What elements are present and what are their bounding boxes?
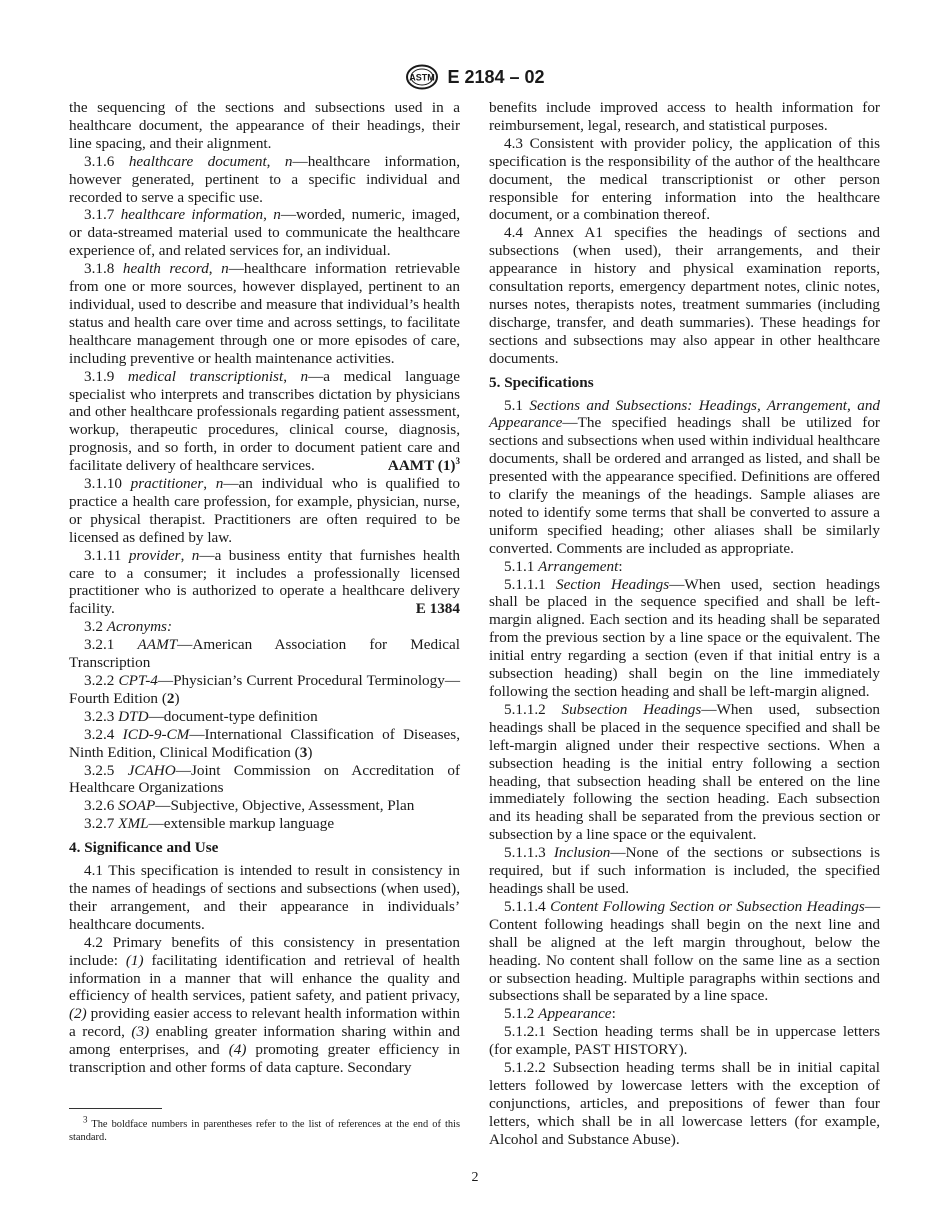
page-number: 2 bbox=[471, 1170, 479, 1185]
paragraph-4-2: 4.2 Primary benefits of this consistency in presentation include: (1) facilitating identification and retrieval of health information in a manner that will enhance the quality and efficiency of health services, patient safety, and patient privacy, (2) providing easier access to relevant health information within a record, (3) enabling greater information sharing within and among enterprises, and (4) promoting greater efficiency in transcription and other forms of data capture. Secondary bbox=[69, 933, 461, 1077]
reference-aamt: AAMT $(1)^3$ bbox=[387, 456, 460, 475]
paragraph-4-1: 4.1 This specification is intended to result in consistency in the names of headings of sections and subsections (when used), their arrangement, and their appearance in individuals’ healthcare documents. bbox=[69, 862, 460, 933]
definition-3-1-8: 3.1.8 health record, n—healthcare information retrievable from one or more sources, however displayed, pertinent to an individual, used to describe and measure that individual’s health status and health care over time and across settings, to facilitate healthcare management through one or more episodes of care, including preventive or health maintenance activities. bbox=[69, 260, 461, 367]
definition-3-1-9: 3.1.9 medical transcriptionist, n—a medical language specialist who interprets and transcribes dictation by physicians and other healthcare professionals regarding patient assessment, workup, therapeutic procedures, clinical course, diagnosis, prognosis, and so forth, in order to document patient care and facilitate delivery of healthcare services. AAMT $(1)^3$ bbox=[69, 367, 460, 475]
astm-logo-icon bbox=[405, 64, 439, 90]
section-heading-5: 5. Specifications bbox=[489, 373, 594, 391]
reference-e1384: E 1384 bbox=[415, 600, 460, 618]
paragraph-4-3: 4.3 Consistent with provider policy, the application of this specification is the responsibility of the author of the healthcare document, the medical transcriptionist or other person responsible for entering information into the healthcare document, or a combination thereof. bbox=[489, 134, 880, 224]
acronym-3-2-4: 3.2.4 ICD-9-CM—International Classification of Diseases, Ninth Edition, Clinical Modification (3) bbox=[69, 725, 461, 761]
paragraph-5-1-1-1: 5.1.1.1 Section Headings—When used, section headings shall be placed in the sequence specified and shall be left-margin aligned. Each section and its heading shall be separated from the previous section by a line space or the equivalent. The initial entry regarding a section (even if that initial entry is a subsection heading) shall begin on the line immediately following the section heading and shall be left-margin aligned. bbox=[489, 575, 881, 700]
subsection-3-2: 3.2 Acronyms: bbox=[84, 618, 173, 636]
standard-designation: E 2184 – 02 bbox=[447, 66, 545, 87]
paragraph-5-1-2-2: 5.1.2.2 Subsection heading terms shall be in initial capital letters followed by lowercase letters with the exception of conjunctions, articles, and prepositions of fewer than four letters, which shall be in all lowercase letters (for example, Alcohol and Substance Abuse). bbox=[489, 1059, 880, 1148]
right-column bbox=[489, 99, 880, 1149]
paragraph-5-1-1-3: 5.1.1.3 Inclusion—None of the sections or subsections is required, but if such information is included, the specified headings shall be used. bbox=[489, 844, 881, 897]
page-header bbox=[0, 64, 950, 90]
footnote-divider bbox=[69, 1108, 162, 1109]
paragraph-5-1: 5.1 Sections and Subsections: Headings, Arrangement, and Appearance—The specified headings shall be utilized for sections and subsections when used within individual healthcare documents, shall be ordered and arranged as listed, and shall be presented with the appearance specified. Definitions are offered to clarify the meanings of the headings. Sample aliases are noted to identify some terms that shall be converted to assure a uniform specified heading; other aliases shall be similarly converted. Comments are included as appropriate. bbox=[489, 396, 881, 557]
paragraph-4-2-continued: benefits include improved access to health information for reimbursement, legal, research, and statistical purposes. bbox=[489, 99, 880, 134]
section-heading-4: 4. Significance and Use bbox=[69, 839, 219, 857]
definition-3-1-7: 3.1.7 healthcare information, n—worded, numeric, imaged, or data-streamed material used to communicate the healthcare experience of, and related services for, an individual. bbox=[69, 206, 461, 260]
paragraph-5-1-1-2: 5.1.1.2 Subsection Headings—When used, subsection headings shall be placed in the sequence specified and shall be left-margin aligned under their respective sections. When a subsection heading is the initial entry following a section heading, that subsection heading shall be entered on the line immediately following the section heading. Each subsection and its heading shall be separated from the previous section or subsection by a line space or the equivalent. bbox=[489, 700, 881, 844]
svg-text:ASTM: ASTM bbox=[409, 72, 436, 83]
acronym-3-2-7: 3.2.7 XML—extensible markup language bbox=[84, 815, 335, 833]
definition-3-1-11: 3.1.11 provider, n—a business entity that furnishes health care to a consumer; it includes a professionally licensed practitioner who is authorized to operate a healthcare delivery facility. E 1384 bbox=[69, 546, 461, 618]
definition-3-1-6: 3.1.6 healthcare document, n—healthcare information, however generated, pertinent to a specific individual and recorded to serve a specific use. bbox=[69, 152, 461, 206]
paragraph-5-1-2-1: 5.1.2.1 Section heading terms shall be in uppercase letters (for example, PAST HISTORY). bbox=[489, 1023, 880, 1059]
left-column bbox=[69, 99, 460, 1077]
paragraph-4-4: 4.4 Annex A1 specifies the headings of sections and subsections (when used), their arrangements, and their appearance in history and physical examination reports, consultation reports, emergency department notes, clinic notes, nurses notes, therapists notes, treatment summaries (including discharge, transfer, and death summaries). These headings for sections and subsections may also appear in other healthcare documents. bbox=[489, 224, 880, 367]
paragraph-5-1-1-4: 5.1.1.4 Content Following Section or Subsection Headings—Content following headings shall begin on the next line and shall be aligned at the left margin throughout, below the heading. No content shall follow on the same line as a section or subsection heading. Multiple paragraphs within sections and subsections shall be separated by a line space. bbox=[489, 897, 880, 1005]
acronym-3-2-3: 3.2.3 DTD—document-type definition bbox=[84, 707, 318, 725]
paragraph-continued: the sequencing of the sections and subsections used in a healthcare document, the appearance of their headings, their line spacing, and their alignment. bbox=[69, 99, 460, 152]
acronym-3-2-6: 3.2.6 SOAP—Subjective, Objective, Assessment, Plan bbox=[84, 797, 415, 815]
paragraph-5-1-2: 5.1.2 Appearance: bbox=[504, 1005, 616, 1023]
acronym-3-2-5: 3.2.5 JCAHO—Joint Commission on Accreditation of Healthcare Organizations bbox=[69, 761, 461, 797]
definition-3-1-10: 3.1.10 practitioner, n—an individual who is qualified to practice a health care profession, for example, physician, nurse, or physical therapist. Practitioners are often required to be licensed as defined by law. bbox=[69, 475, 460, 546]
acronym-3-2-2: 3.2.2 CPT-4—Physician’s Current Procedural Terminology—Fourth Edition (2) bbox=[69, 672, 461, 707]
footnote: $^3$ The boldface numbers in parentheses refer to the list of references at the end of this standard. bbox=[69, 1114, 460, 1143]
paragraph-5-1-1: 5.1.1 Arrangement: bbox=[504, 557, 623, 575]
acronym-3-2-1: 3.2.1 AAMT—American Association for Medical Transcription bbox=[69, 636, 460, 672]
